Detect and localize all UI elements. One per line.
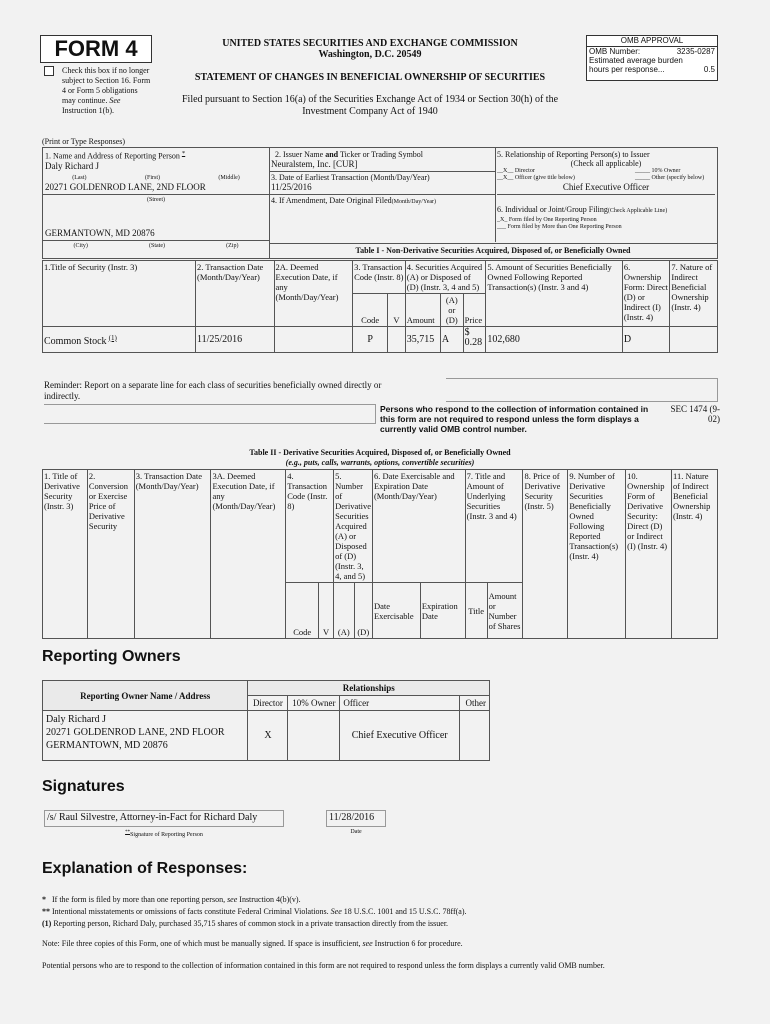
explanation-heading: Explanation of Responses: [42,860,248,877]
table1-header-row [43,261,718,294]
ro-owner-city: GERMANTOWN, MD 20876 [46,740,168,751]
footnote-link-1[interactable]: (1) [108,333,117,342]
t1-h-securities: 4. Securities Acquired (A) or Disposed of (D) (Instr. 3, 4 and 5) [405,261,486,294]
note-double-star-mark: ** [42,907,50,916]
omb-burden-label: Estimated average burden [589,56,683,65]
form-title: FORM 4 [54,36,138,61]
date-label: Date [350,829,362,835]
filing-more[interactable]: ___ Form filed by More than One Reporting Person [497,224,622,230]
filing-label: 6. Individual or Joint/Group Filing [497,205,608,214]
t2-h-number-owned: 9. Number of Derivative Securities Beneficially Owned Following Reported Transaction(s) (Instr. 4) [568,470,626,639]
first-label: (First) [144,174,160,181]
note-double-star-b: 18 U.S.C. 1001 and 15 U.S.C. 78ff(a). [341,907,467,916]
ro-ten-pct: 10% Owner [288,696,340,711]
t2-sub-expiration: Expiration Date [420,583,465,639]
box-reporting-person [43,148,270,258]
amendment-sub: (Month/Day/Year) [391,199,437,205]
reporting-person-name: Daly Richard J [45,160,99,171]
t2-h-code: 4. Transaction Code (Instr. 8) [286,470,334,583]
t1-sub-price: Price [463,294,486,327]
sig-label: Signature of Reporting Person [130,832,203,838]
note-double-star [42,906,732,918]
ro-owner-address: 20271 GOLDENROD LANE, 2ND FLOOR [46,727,225,738]
t1-row-date: 11/25/2016 [195,327,274,353]
t2-sub-exercisable: Date Exercisable [372,583,420,639]
t1-row-owned: 102,680 [486,327,622,353]
table2-grid [42,469,718,639]
note-star-b: Instruction 4(b)(v). [237,895,301,904]
t1-row-ad: A [440,327,463,353]
amendment-label: 4. If Amendment, Date Original Filed [271,196,392,205]
sec-code: SEC 1474 (9-02) [670,404,720,424]
t2-h-title: 1. Title of Derivative Security (Instr. 3) [43,470,88,639]
t2-h-nature: 11. Nature of Indirect Beneficial Ownership (Instr. 4) [672,470,718,639]
signer-name: /s/ Raul Silvestre, Attorney-in-Fact for Richard Daly [47,812,258,823]
t1-row-form: D [622,327,670,353]
relationship-label: 5. Relationship of Reporting Person(s) to Issuer [497,150,650,159]
note-star-a: If the form is filed by more than one reporting person, [52,895,228,904]
note-star-see: see [227,895,238,904]
t1-sub-code: Code [353,294,388,327]
issuer-label-pre: 2. Issuer Name [275,150,326,159]
issuer-label-post: Ticker or Trading Symbol [338,150,424,159]
ro-other: Other [459,696,489,711]
ro-col-name: Reporting Owner Name / Address [43,681,248,711]
checkbox-text-a: Check this box if no longer subject to Section 16. Form 4 or Form 5 obligations may continue. [62,66,151,105]
agency-name: UNITED STATES SECURITIES AND EXCHANGE COMMISSION [222,38,518,49]
t1-row-v [388,327,406,353]
t2-h-exercisable: 6. Date Exercisable and Expiration Date (Month/Day/Year) [372,470,465,583]
t2-sub-v: V [319,583,334,639]
checkbox-text-see: See [109,96,121,105]
form-header [40,30,730,146]
reporting-owners-table [42,680,490,761]
t1-h-form: 6. Ownership Form: Direct (D) or Indirect (I) (Instr. 4) [622,261,670,327]
reporting-person-address: 20271 GOLDENROD LANE, 2ND FLOOR [43,182,269,195]
t2-h-deemed: 3A. Deemed Execution Date, if any (Month/Day/Year) [211,470,286,639]
ro-officer-title: Chief Executive Officer [340,711,460,761]
table2-header-row [43,470,718,583]
note-1-mark: (1) [42,919,52,928]
signature-date: 11/28/2016 [329,812,375,823]
agency-block [160,38,580,118]
relationship-sub: (Check all applicable) [570,159,642,168]
t2-sub-a: (A) [334,583,354,639]
t1-sub-v: V [388,294,406,327]
t1-row-price: $ 0.28 [463,327,486,353]
t1-row-amount: 35,715 [405,327,440,353]
t1-row-nature [670,327,718,353]
omb-approval-box [586,35,718,81]
sig-label-star: ** [125,830,131,835]
middle-label: (Middle) [218,174,240,181]
checkbox-text-b: Instruction 1(b). [62,106,114,115]
box-relationship [495,148,717,242]
note-file-a: Note: File three copies of this Form, one of which must be manually signed. If space is insufficient, [42,939,363,948]
reporting-person-star: * [181,150,186,157]
t1-h-date: 2. Transaction Date (Month/Day/Year) [195,261,274,327]
t2-h-form: 10. Ownership Form of Derivative Security: Direct (D) or Indirect (I) (Instr. 4) [626,470,672,639]
statement-title: STATEMENT OF CHANGES IN BENEFICIAL OWNERSHIP OF SECURITIES [194,72,546,83]
reminder-box-left [44,404,376,424]
section16-checkbox[interactable] [44,66,54,76]
t2-h-date: 3. Transaction Date (Month/Day/Year) [134,470,211,639]
issuer-name: Neuralstem, Inc. [CUR] [269,159,495,172]
table2-subtitle: (e.g., puts, calls, warrants, options, convertible securities) [285,458,475,467]
t1-h-title: 1.Title of Security (Instr. 3) [43,261,196,327]
city-label: (City) [73,242,88,249]
reminder-box-right [446,378,718,402]
note-file-see: see [362,939,373,948]
table2-title: Table II - Derivative Securities Acquired, Disposed of, or Beneficially Owned [249,448,511,457]
t1-row-code: P [353,327,388,353]
director-check[interactable]: __X__ Director [497,168,535,174]
reporting-person-label: 1. Name and Address of Reporting Person [45,151,180,161]
ro-relationships: Relationships [248,681,490,696]
t1-h-nature: 7. Nature of Indirect Beneficial Ownership (Instr. 4) [670,261,718,327]
t2-h-price: 8. Price of Derivative Security (Instr. 5) [523,470,568,639]
reporting-person-city: GERMANTOWN, MD 20876 [43,228,269,241]
filing-sub: (Check Applicable Line) [607,208,668,214]
note-file-copies [42,938,732,950]
t2-h-underlying: 7. Title and Amount of Underlying Securities (Instr. 3 and 4) [465,470,523,583]
t1-h-owned: 5. Amount of Securities Beneficially Owned Following Reported Transaction(s) (Instr. 3 and 4) [486,261,622,327]
ro-owner-name: Daly Richard J [46,714,106,725]
t2-sub-title: Title [465,583,487,639]
reporting-owners-heading: Reporting Owners [42,648,181,665]
other-check[interactable]: _____ Other (specify below) [635,175,705,181]
ro-officer: Officer [340,696,460,711]
note-1-text: Reporting person, Richard Daly, purchased 35,715 shares of common stock in a private transaction directly from the issuer. [53,919,449,928]
ten-pct-check[interactable]: _____ 10% Owner [635,168,681,174]
t1-h-deemed: 2A. Deemed Execution Date, if any (Month/Day/Year) [274,261,353,327]
omb-title: OMB APPROVAL [587,36,717,47]
ro-director-mark: X [248,711,288,761]
potential-persons: Potential persons who are to respond to the collection of information contained in this form are not required to respond unless the form displays a currently valid OMB number. [42,961,605,970]
street-label: (Street) [147,196,165,203]
omb-number-label: OMB Number: [589,47,641,56]
issuer-label-and: and [325,150,339,159]
reminder-text: Reminder: Report on a separate line for each class of securities beneficially owned directly or indirectly. [44,380,382,401]
table1-title: Table I - Non-Derivative Securities Acquired, Disposed of, or Beneficially Owned [269,243,717,255]
signatures-heading: Signatures [42,778,125,795]
omb-hours: 0.5 [703,65,715,74]
t1-sub-amount: Amount [405,294,440,327]
earliest-transaction-label: 3. Date of Earliest Transaction (Month/Day/Year) [271,173,430,182]
section16-checkbox-block [44,66,152,116]
omb-number: 3235-0287 [676,47,715,56]
filing-one[interactable]: _X_ Form filed by One Reporting Person [497,217,597,223]
note-double-star-see: See [330,907,342,916]
officer-check[interactable]: __X__ Officer (give title below) [497,175,575,181]
t1-row-deemed [274,327,353,353]
earliest-transaction-date: 11/25/2016 [269,182,495,195]
omb-hours-label: hours per response... [589,65,665,74]
filed-pursuant: Filed pursuant to Section 16(a) of the Securities Exchange Act of 1934 or Section 30(h) of the Investment Company Act of 1940 [181,94,559,117]
t2-sub-d: (D) [354,583,372,639]
t1-sub-ad: (A) or (D) [440,294,463,327]
ro-director: Director [248,696,288,711]
table-row [43,711,490,761]
box-issuer [269,148,496,242]
t2-h-conversion: 2. Conversion or Exercise Price of Derivative Security [87,470,134,639]
officer-title: Chief Executive Officer [497,182,715,195]
note-double-star-a: Intentional misstatements or omissions of facts constitute Federal Criminal Violations. [52,907,331,916]
note-file-b: Instruction 6 for procedure. [372,939,463,948]
zip-label: (Zip) [226,242,239,249]
signature-box [44,810,284,827]
persons-notice: Persons who respond to the collection of information contained in this form are not required to respond unless the form displays a currently valid OMB control number. [380,404,649,434]
note-star-mark: * [42,895,46,904]
note-star [42,894,732,906]
state-label: (State) [149,242,165,249]
note-1 [42,918,732,930]
t2-h-number: 5. Number of Derivative Securities Acquired (A) or Disposed of (D) (Instr. 3, 4, and 5) [335,471,371,581]
t1-h-code: 3. Transaction Code (Instr. 8) [353,261,406,294]
reporting-person-section [42,147,718,259]
form-title-box [40,35,152,63]
agency-location: Washington, D.C. 20549 [318,49,422,60]
t2-sub-code: Code [286,583,319,639]
print-type-note: (Print or Type Responses) [42,137,126,146]
table1-grid [42,260,718,353]
signature-date-box [326,810,386,827]
last-label: (Last) [72,174,87,181]
t2-sub-amount: Amount or Number of Shares [487,583,523,639]
table-row [43,327,718,353]
t1-row-title: Common Stock [44,335,107,347]
explanation-notes [42,894,732,972]
